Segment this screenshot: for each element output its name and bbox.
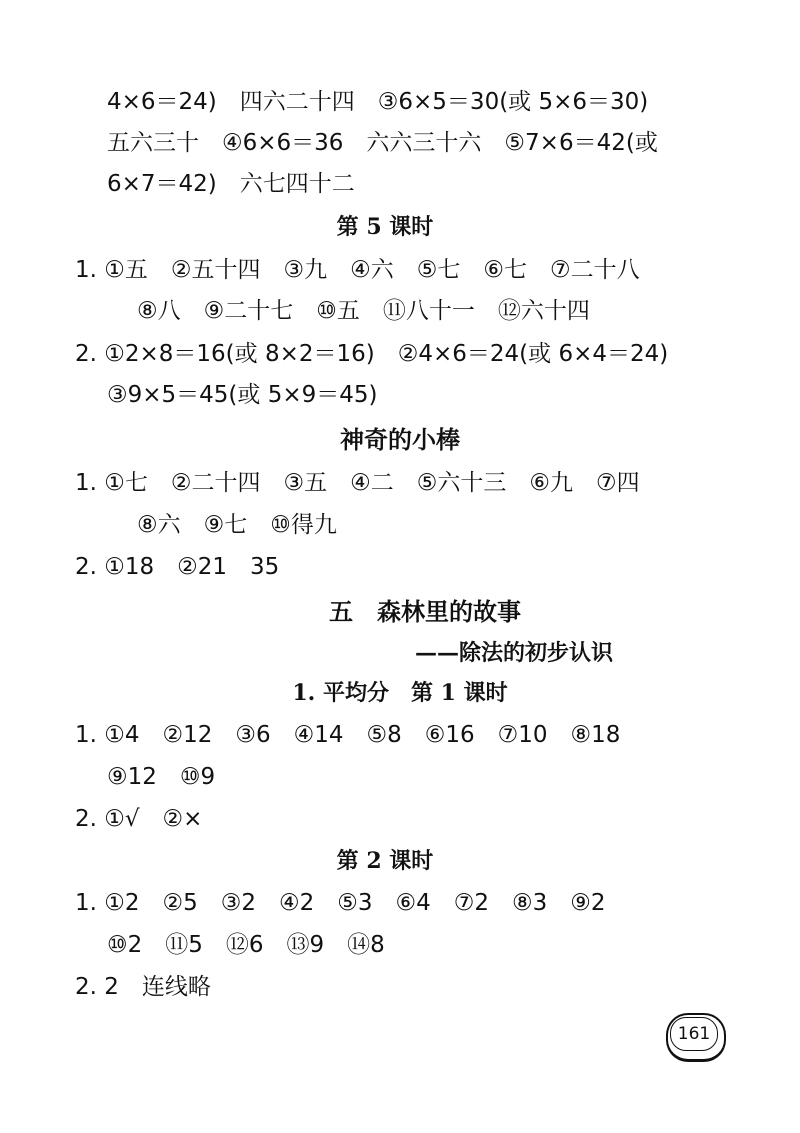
answer-line-10: 2. ①18 ②21 35 [75, 554, 280, 580]
answer-line-2: 五六三十 ④6×6＝36 六六三十六 ⑤7×6＝42(或 [107, 130, 658, 156]
heading-magic-stick: 神奇的小棒 [340, 425, 460, 454]
answer-line-9: ⑧六 ⑨七 ⑩得九 [137, 512, 337, 538]
answer-line-12: ⑨12 ⑩9 [107, 764, 216, 790]
heading-lesson-2: 第 2 课时 [336, 848, 434, 874]
answer-line-5: ⑧八 ⑨二十七 ⑩五 ⑪八十一 ⑫六十四 [137, 298, 590, 324]
answer-line-11: 1. ①4 ②12 ③6 ④14 ⑤8 ⑥16 ⑦10 ⑧18 [75, 722, 621, 748]
heading-section-1: 1. 平均分 第 1 课时 [292, 680, 508, 706]
answer-line-16: 2. 2 连线略 [75, 974, 211, 1000]
answer-line-7: ③9×5＝45(或 5×9＝45) [107, 382, 378, 408]
answer-line-8: 1. ①七 ②二十四 ③五 ④二 ⑤六十三 ⑥九 ⑦四 [75, 470, 640, 496]
answer-line-4: 1. ①五 ②五十四 ③九 ④六 ⑤七 ⑥七 ⑦二十八 [75, 257, 640, 283]
answer-line-15: ⑩2 ⑪5 ⑫6 ⑬9 ⑭8 [107, 932, 385, 958]
answer-line-1: 4×6＝24) 四六二十四 ③6×5＝30(或 5×6＝30) [107, 89, 649, 115]
answer-line-3: 6×7＝42) 六七四十二 [107, 171, 355, 197]
answer-line-14: 1. ①2 ②5 ③2 ④2 ⑤3 ⑥4 ⑦2 ⑧3 ⑨2 [75, 890, 606, 916]
unit-title: 五 森林里的故事 [329, 597, 521, 626]
heading-lesson-5: 第 5 课时 [336, 214, 434, 240]
answer-line-13: 2. ①√ ②× [75, 806, 203, 832]
unit-subtitle: ——除法的初步认识 [415, 640, 614, 666]
page-number: 161 [670, 1017, 718, 1051]
answer-line-6: 2. ①2×8＝16(或 8×2＝16) ②4×6＝24(或 6×4＝24) [75, 341, 669, 367]
page-number-badge [666, 1013, 724, 1059]
